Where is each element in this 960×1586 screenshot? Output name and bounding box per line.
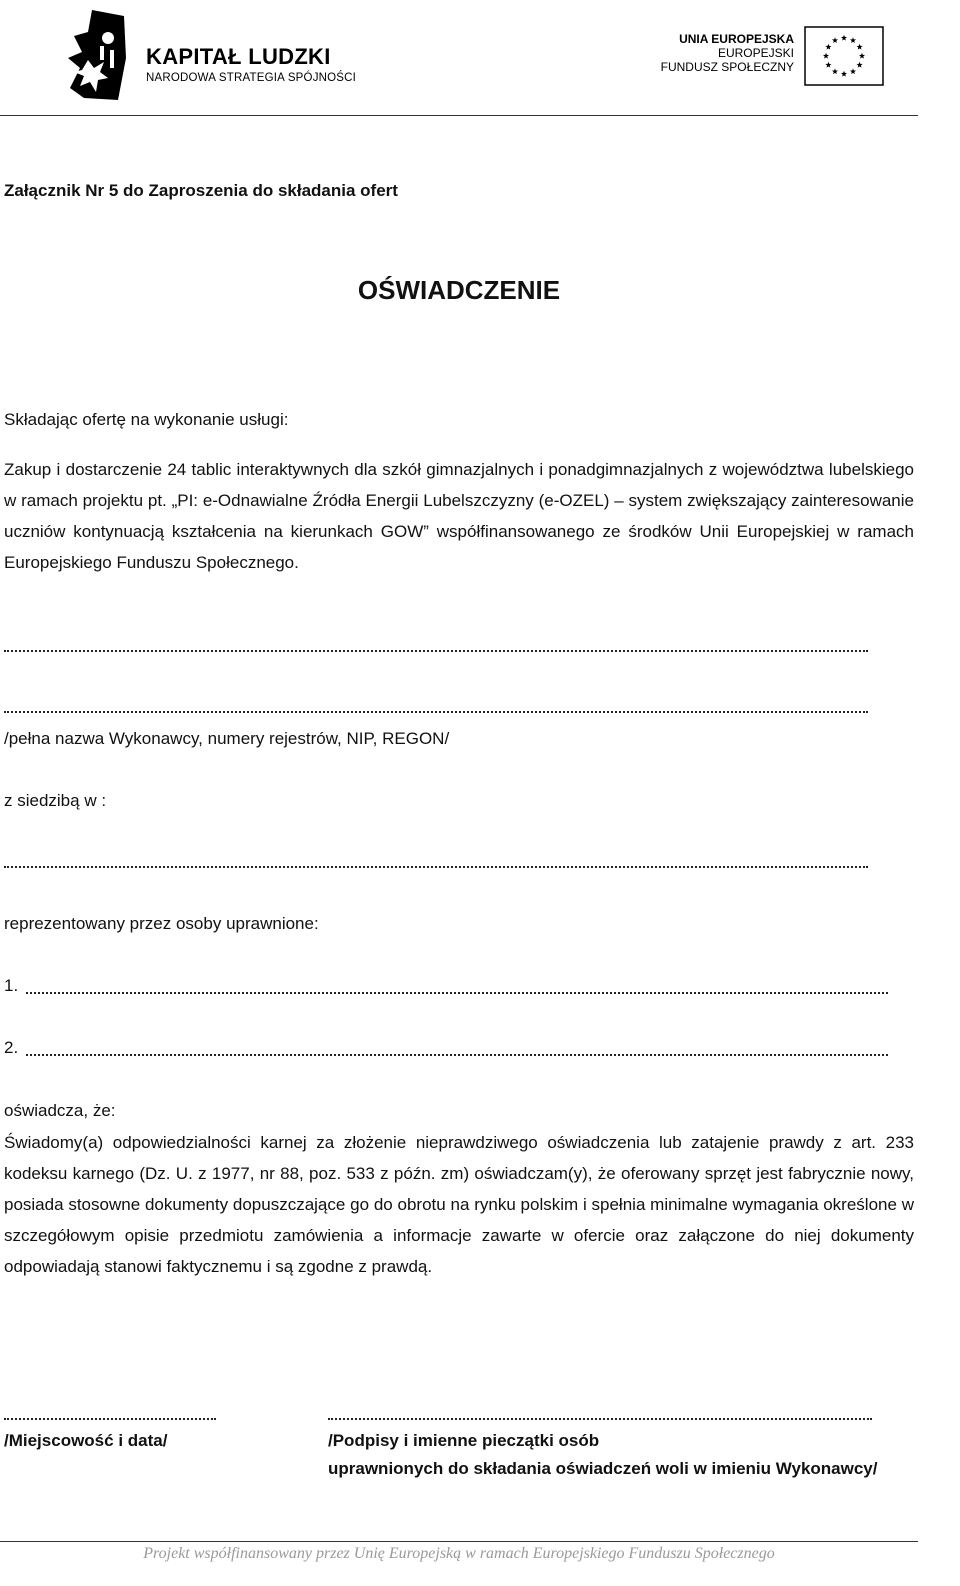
kapital-ludzki-star-icon <box>64 8 144 104</box>
signature-label <box>328 1427 877 1483</box>
representative-1-line[interactable] <box>26 992 888 994</box>
footer-divider <box>0 1541 918 1542</box>
eu-flag-icon <box>804 26 884 86</box>
kapital-ludzki-logo <box>64 8 357 104</box>
representative-2-line[interactable] <box>26 1054 888 1056</box>
representative-2-number: 2. <box>4 1038 19 1057</box>
statement-text: Świadomy(a) odpowiedzialności karnej za złożenie nieprawdziwego oświadczenia lub zatajenie prawdy z art. 233 kodeksu karnego (Dz. U. z 1977, nr 88, poz. 533 z późn. zm) oświadczam(y), że oferowany sprzęt jest fabrycznie nowy, posiada stosowne dokumenty dopuszczające go do obrotu na rynku polskim i spełnia minimalne wymagania określone w szczegółowym opisie przedmiotu zamówienia a informacje zawarte w ofercie oraz załączone do niej dokumenty odpowiadają stanowi faktycznemu i są zgodne z prawdą. <box>4 1133 914 1276</box>
footer-text: Projekt współfinansowany przez Unię Europejską w ramach Europejskiego Funduszu Społecznego <box>143 1545 775 1562</box>
eu-logo <box>660 24 894 88</box>
representative-1-number: 1. <box>4 976 19 995</box>
declares-label: oświadcza, że: <box>4 1101 116 1120</box>
contractor-name-line-1[interactable] <box>4 650 868 652</box>
eu-logo-line1: UNIA EUROPEJSKA <box>679 32 794 46</box>
document-title: OŚWIADCZENIE <box>357 275 561 305</box>
kapital-ludzki-subtitle: NARODOWA STRATEGIA SPÓJNOŚCI <box>146 72 357 84</box>
representatives-label: reprezentowany przez osoby uprawnione: <box>4 914 319 933</box>
place-date-label: /Miejscowość i data/ <box>4 1431 168 1450</box>
page-header <box>0 0 960 118</box>
signature-label-line1: /Podpisy i imienne pieczątki osób <box>328 1431 600 1450</box>
seat-line[interactable] <box>4 866 868 868</box>
kapital-ludzki-title: KAPITAŁ LUDZKI <box>146 44 331 69</box>
eu-logo-line2: EUROPEJSKI <box>717 46 794 60</box>
seat-label: z siedzibą w : <box>4 791 107 810</box>
eu-logo-text <box>661 32 794 74</box>
contractor-label: /pełna nazwa Wykonawcy, numery rejestrów, NIP, REGON/ <box>4 729 450 748</box>
offer-lead-text: Składając ofertę na wykonanie usługi: <box>4 410 289 429</box>
signature-label-line2: uprawnionych do składania oświadczeń woli w imieniu Wykonawcy/ <box>328 1459 878 1478</box>
eu-logo-line3: FUNDUSZ SPOŁECZNY <box>660 60 794 74</box>
contractor-name-line-2[interactable] <box>4 711 868 713</box>
service-description: Zakup i dostarczenie 24 tablic interaktywnych dla szkół gimnazjalnych i ponadgimnazjalnych z województwa lubelskiego w ramach projektu pt. „PI: e-Odnawialne Źródła Energii Lubelszczyzny (e-OZEL) – system zwiększający zainteresowanie uczniów kontynuacją kształcenia na kierunkach GOW” współfinansowanego ze środków Unii Europejskiej w ramach Europejskiego Funduszu Społecznego. <box>4 460 914 572</box>
attachment-label: Załącznik Nr 5 do Zaproszenia do składania ofert <box>4 181 398 200</box>
header-divider <box>0 115 918 116</box>
signature-line[interactable] <box>328 1418 872 1420</box>
place-date-line[interactable] <box>4 1418 216 1420</box>
